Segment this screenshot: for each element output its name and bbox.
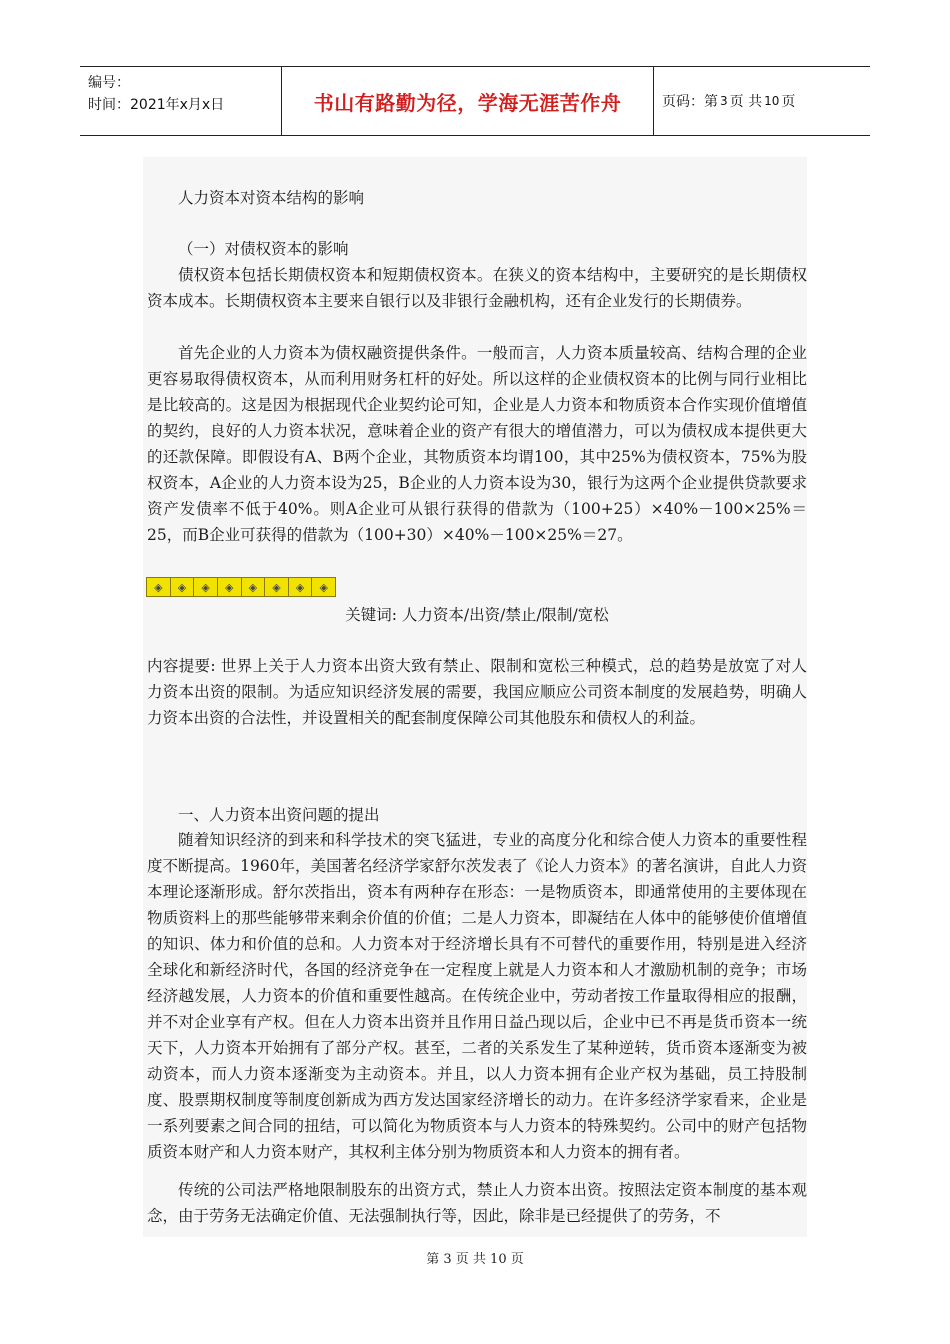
doc-icon: ◈ — [319, 580, 328, 594]
doc-icon: ◈ — [194, 578, 218, 596]
article-paragraph-1: 债权资本包括长期债权资本和短期债权资本。在狭义的资本结构中，主要研究的是长期债权资本成本。长期债权资本主要来自银行以及非银行金融机构，还有企业发行的长期债券。 — [147, 266, 807, 310]
page-footer: 第 3 页 共 10 页 — [426, 1252, 524, 1267]
decorative-icon-strip — [146, 577, 336, 597]
abstract: 内容提要: 世界上关于人力资本出资大致有禁止、限制和宽松三种模式，总的趋势是放宽了对人力资本出资的限制。为适应知识经济发展的需要，我国应顺应公司资本制度的发展趋势，明确人力资本出资的合法性，并设置相关的配套制度保障公司其他股东和债权人的利益。 — [147, 657, 807, 727]
article-subtitle: （一）对债权资本的影响 — [178, 240, 349, 258]
article-paragraph-2: 首先企业的人力资本为债权融资提供条件。一般而言，人力资本质量较高、结构合理的企业更容易取得债权资本，从而利用财务杠杆的好处。所以这样的企业债权资本的比例与同行业相比是比较高的。这是因为根据现代企业契约论可知，企业是人力资本和物质资本合作实现价值增值的契约，良好的人力资本状况，意味着企业的资产有很大的增值潜力，可以为债权成本提供更大的还款保障。即假设有A、B两个企业，其物质资本均谓100，其中25%为债权资本，75%为股权资本，A企业的人力资本设为25，B企业的人力资本设为30，银行为这两个企业提供贷款要求资产发债率不低于40%。则A企业可从银行获得的借款为（100+25）×40%－100×25%＝25，而B企业可获得的借款为（100+30）×40%－100×25%＝27。 — [147, 344, 807, 544]
page-mid: 页 共 — [729, 94, 763, 110]
doc-icon: ◈ — [218, 578, 242, 596]
section-heading: 一、人力资本出资问题的提出 — [178, 806, 380, 824]
page-header — [80, 66, 870, 136]
doc-time-label: 时间：2021年x月x日 — [88, 97, 225, 113]
doc-number-label: 编号： — [88, 75, 130, 91]
page-suffix: 页 — [781, 94, 796, 110]
doc-icon: ◈ — [242, 578, 266, 596]
header-motto-cell — [281, 67, 654, 135]
doc-icon: ◈ — [171, 578, 195, 596]
keywords: 关键词: 人力资本/出资/禁止/限制/宽松 — [345, 606, 609, 624]
article-title: 人力资本对资本结构的影响 — [178, 189, 365, 207]
section-paragraph-2: 传统的公司法严格地限制股东的出资方式，禁止人力资本出资。按照法定资本制度的基本观念，由于劳务无法确定价值、无法强制执行等，因此，除非是已经提供了的劳务，不 — [147, 1181, 807, 1225]
header-page-info — [654, 67, 870, 135]
page-current: 3 — [720, 94, 728, 108]
section-paragraph-1: 随着知识经济的到来和科学技术的突飞猛进，专业的高度分化和综合使人力资本的重要性程度不断提高。1960年，美国著名经济学家舒尔茨发表了《论人力资本》的著名演讲，自此人力资本理论逐渐形成。舒尔茨指出，资本有两种存在形态：一是物质资本，即通常使用的主要体现在物质资料上的那些能够带来剩余价值的价值；二是人力资本，即凝结在人体中的能够使价值增值的知识、体力和价值的总和。人力资本对于经济增长具有不可替代的重要作用，特别是进入经济全球化和新经济时代，各国的经济竞争在一定程度上就是人力资本和人才激励机制的竞争；市场经济越发展，人力资本的价值和重要性越高。在传统企业中，劳动者按工作量取得相应的报酬，并不对企业享有产权。但在人力资本出资并且作用日益凸现以后，企业中已不再是货币资本一统天下，人力资本开始拥有了部分产权。甚至，二者的关系发生了某种逆转，货币资本逐渐变为被动资本，而人力资本逐渐变为主动资本。并且，以人力资本拥有企业产权为基础，员工持股制度、股票期权制度等制度创新成为西方发达国家经济增长的动力。在许多经济学家看来，企业是一系列要素之间合同的扭结，可以简化为物质资本与人力资本的特殊契约。公司中的财产包括物质资本财产和人力资本财产，其权利主体分别为物质资本和人力资本的拥有者。 — [147, 831, 807, 1161]
header-meta — [80, 67, 281, 135]
doc-icon: ◈ — [265, 578, 289, 596]
doc-icon: ◈ — [289, 578, 313, 596]
page-prefix: 页码：第 — [662, 94, 718, 110]
doc-icon: ◈ — [147, 578, 171, 596]
header-motto: 书山有路勤为径，学海无涯苦作舟 — [313, 90, 622, 115]
page-total: 10 — [764, 94, 780, 108]
